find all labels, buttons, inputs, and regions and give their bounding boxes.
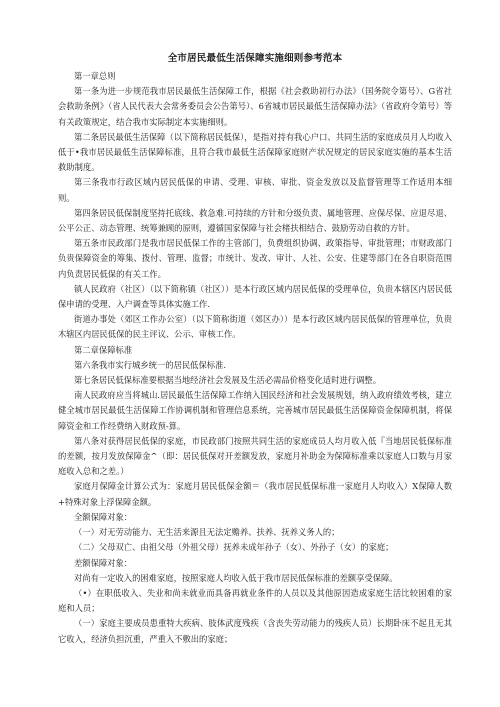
- paragraph: 第一章总则: [74, 71, 116, 81]
- paragraph: 第二条居民最低生活保障（以下简称居民低保），是指对持有我心户口、共同生活的家庭成员月人均收入低于•我市居民最低生活保障标准，且符合我市最低生活保障家庭财产状况规定的居民家庭实施的基本生活救助制度。: [58, 131, 452, 173]
- paragraph: 第一条为进一步规范我市居民最低生活保障工作，根据《社会救助初行办法》（国务院令第号）、G省社会救助条例》（省人民代表大会常务委员会公告第号）、6省城市居民最低生活保障办法》（省政府令第号）等有关政策规定，结合我市实际制定本实施细则。: [58, 86, 452, 127]
- paragraph: 街道办事处（郊区工作办公室）（以下简称街道（郊区办））是本行政区域内居民低保的管理单位，负贵木辖区内居民低保的民主评议、公示、审核工作。: [58, 314, 452, 340]
- paragraph: 第二章保障标准: [74, 344, 133, 355]
- paragraph: （•）在职低收入、失业和尚未就业而具备再就业条件的人员以及其他原因造成家庭生活比较困难的家庭和人员；: [58, 587, 452, 614]
- paragraph: （一）对无劳动能力、无生活来源且无法定赡养、扶养、抚养义务人的；: [74, 527, 340, 538]
- paragraph: 第七条居民低保标准要根据当地经济社会发展及生活必需品价格变化适时进行调整。: [74, 375, 381, 386]
- paragraph: （一）家庭主要成员患重特大疾病、肢体武度残疾（含丧失劳动能力的残疾人员）长期卧床不起且无其它收入，经济负担沉重，严重入不敷出的家庭；: [58, 618, 452, 644]
- document-title: 全市居民最低生活保障实施细则参考范本: [167, 53, 343, 64]
- paragraph: 第六条我市实行城乡统一的居民低保标准.: [74, 359, 226, 370]
- paragraph: 对尚有一定收入的困难家庭，按照家庭人均收入低于我市居民低保标准的差额享受保障。: [74, 572, 398, 583]
- paragraph: 南人民政府应当将城山.居民最低生活保障工作纳入国民经济和社会发展规划，纳入政府绩效考核，建立健全城市居民最低生活保障工作协调机制和管理信息系统，完善城市居民最低生活保障资金保障机制，将保障资金和工作经费纳入财政预-算。: [58, 390, 452, 431]
- paragraph: 第四条居民低保制度坚持托底线、救急难.可持续的方针和分级负责、属地管理、应保尽保、应退尽退、公平公正、动态管理、统筹兼顾的原则，遵循国家保障与社会楮扶相结合、鼓励劳动自救的方针。: [58, 207, 452, 234]
- paragraph: 镇人民政府（社区）（以下简称镇（社区））是本行政区域内居民低保的受理单位，负贵本辖区内居民低保申请的受理、入户调查等具体实施工作.: [58, 283, 452, 310]
- paragraph: 第八条对获得居民低保的家庭，市民政部门按照共同生活的家庭成员人均月收入低『当地居民低保标准的差额，按月发放保障金^（即：居民低保对开差额发放，家庭月补助金为保障标准乘以家庭人口数与月家庭收入总和之差。）: [58, 435, 452, 477]
- paragraph: 家庭月保障金计算公式为：家庭月居民低保金额＝（我市居民低保标准一家庭月人均收入）X保障人数+特殊对象上浮保障金额。: [58, 481, 452, 507]
- paragraph: 第三条我市行政区域内居民低保的申请、受理、审核、审批、资金发放以及监督管理等工作适用本细则。: [58, 177, 452, 203]
- paragraph: （二）父母双亡、由祖父母（外祖父母）抚养未成年孙子（女）、外孙子（女）的家庭；: [74, 542, 394, 553]
- document-body: [58, 69, 452, 647]
- paragraph: 全额保障对象：: [74, 511, 133, 522]
- paragraph: 第五条市民政部门是我市居民低保工作的主管部门，负费组织协调、政策指导、审批管理；市财政部门负贵保障资金的筹集、拨付、管理、监督；市统计、发改、审计、人社、公安、住建等部门在各自职资范围内负责居民低保的有关工作。: [58, 238, 452, 279]
- paragraph: 差额保障对象：: [74, 557, 133, 568]
